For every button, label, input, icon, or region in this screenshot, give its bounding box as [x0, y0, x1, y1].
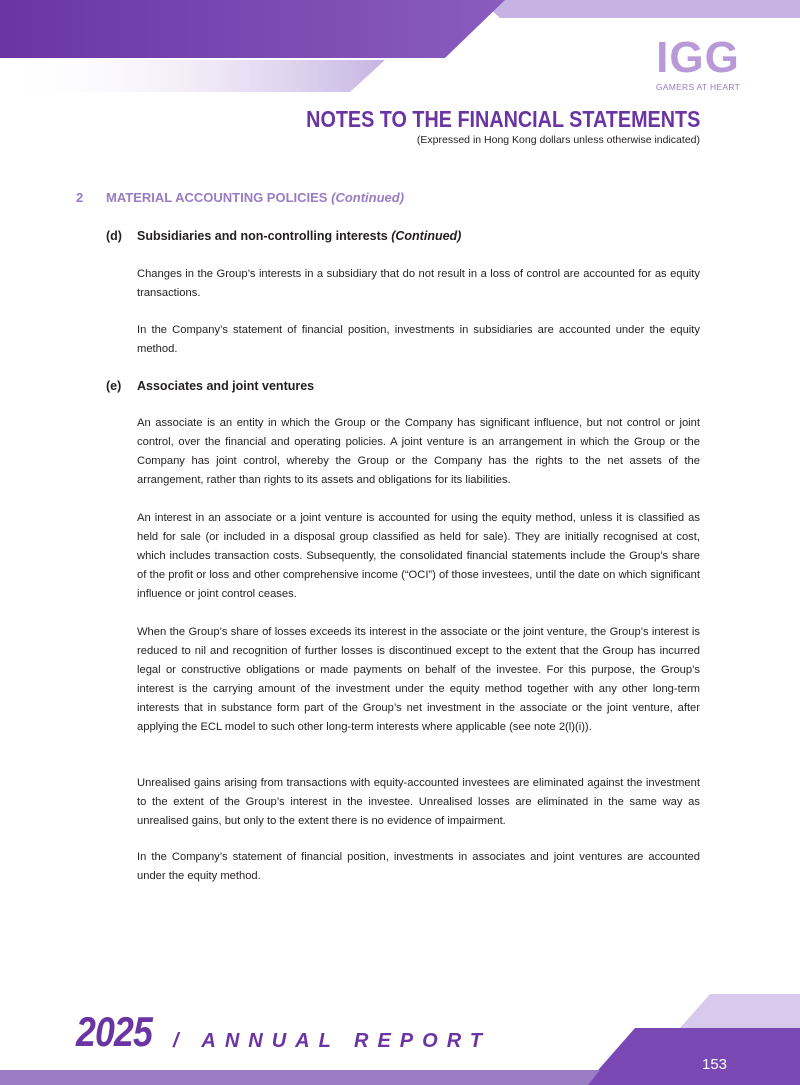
igg-logo: [652, 33, 744, 92]
paragraph: When the Group’s share of losses exceeds its interest in the associate or the joint venture, the Group’s interest is reduced to nil and recognition of further losses is discontinued except to the extent that the Group has incurred legal or constructive obligations or made payments on behalf of the investee. For this purpose, the Group’s interest is the carrying amount of the investment under the equity method together with any other long-term interests that in substance form part of the Group’s net investment in the associate or the joint venture, after applying the ECL model to such other long-term interests where applicable (see note 2(l)(i)).: [137, 626, 700, 733]
subsection-heading-e: [106, 379, 314, 393]
section-title: MATERIAL ACCOUNTING POLICIES: [106, 190, 328, 205]
header-light-strip: [480, 0, 800, 18]
paragraph: An interest in an associate or a joint venture is accounted for using the equity method, unless it is classified as held for sale (or included in a disposal group classified as held for sale). They are initially recognised at cost, which includes transaction costs. Subsequently, the consolidated financial statements include the Group’s share of the profit or loss and other comprehensive income (“OCI”) of those investees, until the date on which significant influence or joint control ceases.: [137, 512, 700, 600]
header-light-band: [0, 60, 385, 92]
footer-dark-shape: [585, 1028, 800, 1085]
subsection-continued: (Continued): [391, 229, 462, 243]
logo-mark: IGG: [656, 33, 740, 82]
subsection-letter: (d): [106, 229, 122, 243]
page-title: NOTES TO THE FINANCIAL STATEMENTS: [305, 106, 700, 132]
footer-separator: /: [173, 1030, 188, 1052]
header-dark-band: [0, 0, 505, 58]
subsection-heading-d: [106, 229, 461, 243]
footer-strip: [0, 1070, 600, 1085]
section-number: 2: [76, 190, 84, 205]
section-continued: (Continued): [331, 190, 405, 205]
paragraph: In the Company’s statement of financial position, investments in subsidiaries are accounted under the equity method.: [137, 324, 700, 355]
subsection-title: Subsidiaries and non-controlling interests: [137, 229, 388, 243]
paragraph: Changes in the Group’s interests in a subsidiary that do not result in a loss of control are accounted for as equity transactions.: [137, 268, 700, 299]
paragraph: In the Company’s statement of financial position, investments in associates and joint ventures are accounted under the equity method.: [137, 851, 700, 882]
logo-tagline: GAMERS AT HEART: [655, 82, 741, 92]
footer-year: 2025: [76, 1008, 153, 1055]
page-subtitle: (Expressed in Hong Kong dollars unless otherwise indicated): [416, 134, 700, 146]
subsection-letter: (e): [106, 379, 122, 393]
paragraph: An associate is an entity in which the Group or the Company has significant influence, but not control or joint control, over the financial and operating policies. A joint venture is an arrangement in which the Group or the Company has joint control, whereby the Group or the Company has the rights to the net assets of the arrangement, rather than rights to its assets and obligations for its liabilities.: [137, 417, 700, 486]
subsection-title: Associates and joint ventures: [137, 379, 315, 393]
footer-light-shape: [680, 994, 800, 1028]
footer-report-label: [173, 1030, 491, 1053]
paragraph: Unrealised gains arising from transactions with equity-accounted investees are eliminated against the investment to the extent of the Group’s interest in the investee. Unrealised losses are eliminated in the same way as unrealised gains, but only to the extent there is no evidence of impairment.: [137, 777, 700, 827]
page-number: 153: [702, 1056, 728, 1073]
footer-label: ANNUAL REPORT: [201, 1030, 491, 1052]
section-heading: [76, 190, 404, 205]
